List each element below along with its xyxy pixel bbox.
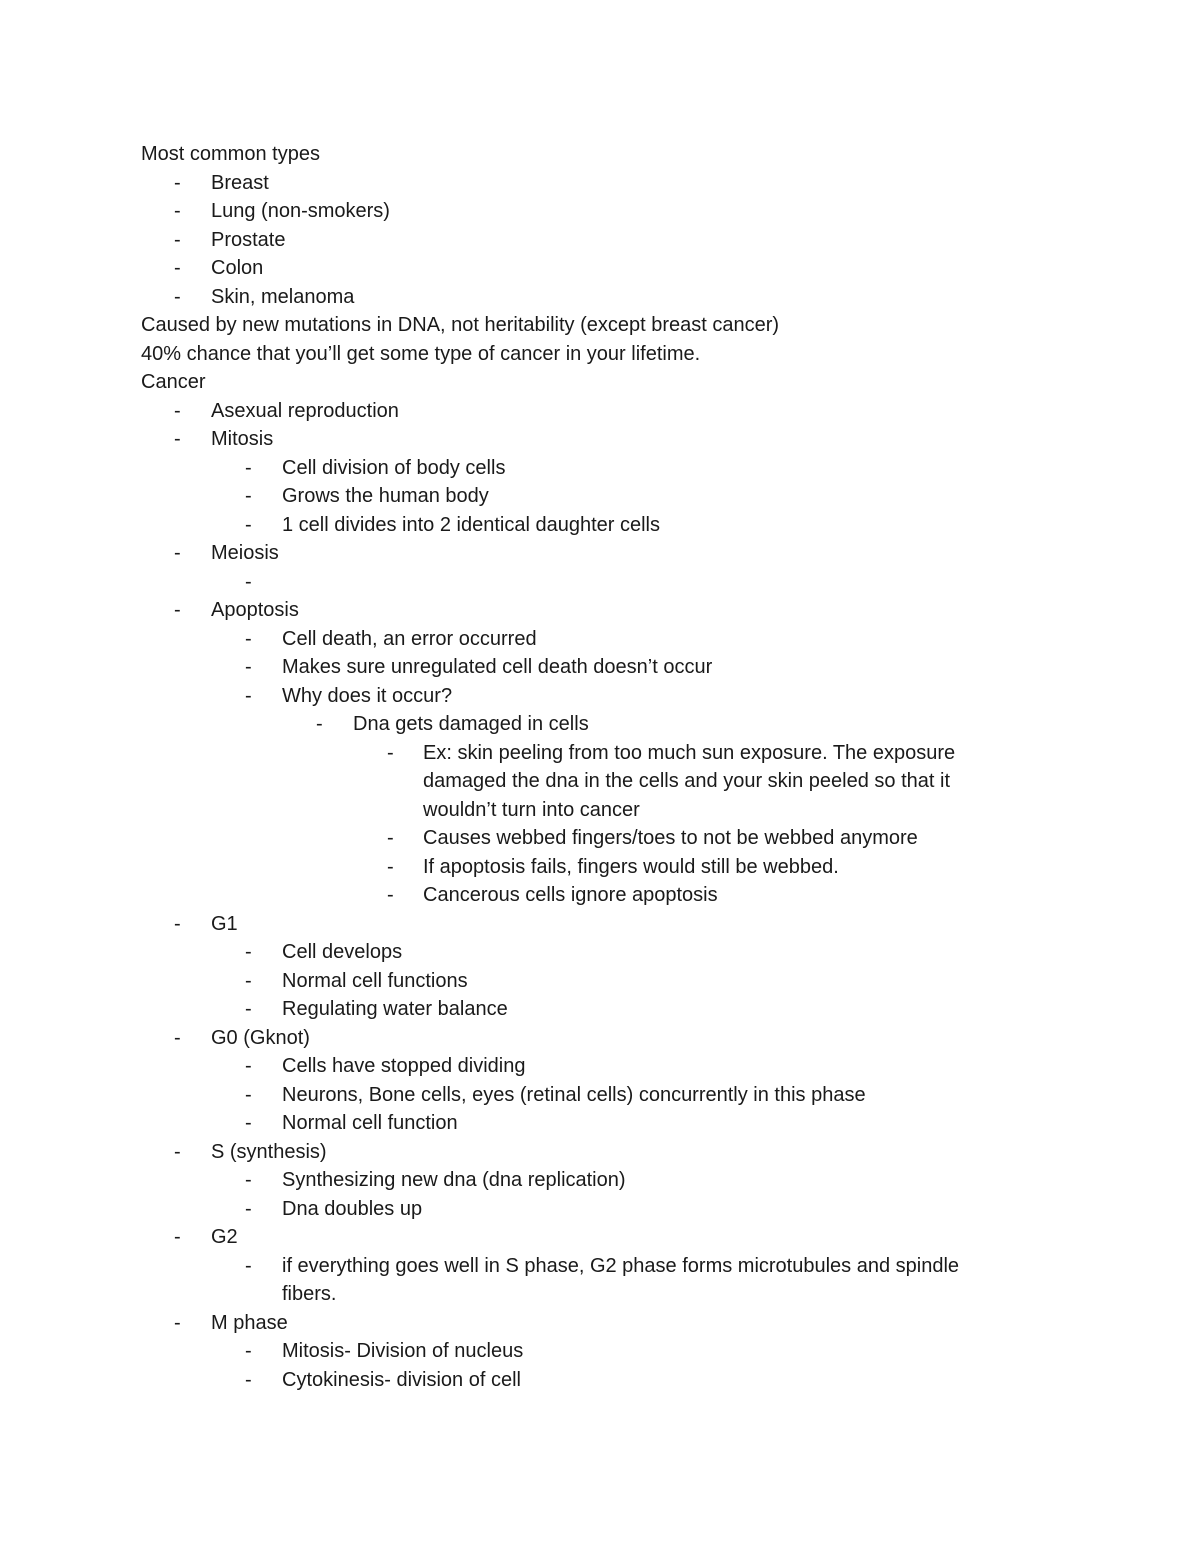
- bullet-dash: -: [174, 399, 181, 422]
- outline-text: Colon: [211, 257, 264, 279]
- outline-text: Cells have stopped dividing: [282, 1055, 526, 1077]
- outline-text: Mitosis: [211, 428, 274, 450]
- outline-text: Cytokinesis- division of cell: [282, 1368, 521, 1391]
- outline-text: fibers.: [282, 1283, 337, 1305]
- bullet-dash: -: [174, 599, 181, 621]
- outline-text: Dna doubles up: [282, 1197, 423, 1220]
- bullet-dash: -: [387, 855, 394, 878]
- outline-text: S (synthesis): [211, 1140, 327, 1163]
- outline-text: Caused by new mutations in DNA, not heritability (except breast cancer): [141, 314, 780, 336]
- bullet-dash: -: [174, 1140, 181, 1163]
- bullet-dash: -: [245, 998, 252, 1020]
- bullet-dash: -: [387, 827, 394, 849]
- bullet-dash: -: [174, 171, 181, 194]
- outline-text: wouldn’t turn into cancer: [423, 798, 640, 821]
- outline-text: Causes webbed fingers/toes to not be webbed anymore: [423, 827, 918, 849]
- outline-text: G1: [211, 912, 238, 935]
- bullet-dash: -: [245, 485, 252, 507]
- outline-text: if everything goes well in S phase, G2 phase forms microtubules and spindle: [282, 1254, 960, 1277]
- outline-text: Normal cell function: [282, 1112, 458, 1134]
- bullet-dash: -: [245, 684, 252, 707]
- outline-text: Makes sure unregulated cell death doesn’t occur: [282, 656, 713, 678]
- outline-text: M phase: [211, 1311, 288, 1334]
- outline-text: Apoptosis: [211, 599, 299, 621]
- bullet-dash: -: [245, 513, 252, 536]
- bullet-dash: -: [245, 1197, 252, 1220]
- outline-text: Grows the human body: [282, 485, 489, 507]
- bullet-dash: -: [174, 200, 181, 222]
- bullet-dash: -: [174, 542, 181, 564]
- bullet-dash: -: [387, 884, 394, 906]
- bullet-dash: -: [245, 1055, 252, 1077]
- outline-text: Cancerous cells ignore apoptosis: [423, 884, 718, 906]
- outline-text: Cell develops: [282, 941, 403, 963]
- outline-text: Neurons, Bone cells, eyes (retinal cells) concurrently in this phase: [282, 1083, 866, 1106]
- outline-text: Cell division of body cells: [282, 456, 506, 479]
- bullet-dash: -: [387, 741, 394, 764]
- bullet-dash: -: [245, 941, 252, 963]
- outline-text: Most common types: [141, 143, 320, 165]
- outline-text: Ex: skin peeling from too much sun exposure. The exposure: [423, 741, 956, 764]
- outline-text: G0 (Gknot): [211, 1026, 310, 1049]
- bullet-dash: -: [245, 1254, 252, 1277]
- bullet-dash: -: [174, 285, 181, 308]
- outline-text: damaged the dna in the cells and your skin peeled so that it: [423, 770, 951, 792]
- outline-text: Cell death, an error occurred: [282, 627, 537, 650]
- bullet-dash: -: [245, 1340, 252, 1362]
- outline-text: Normal cell functions: [282, 969, 468, 992]
- bullet-dash: -: [174, 257, 181, 279]
- outline-text: If apoptosis fails, fingers would still be webbed.: [423, 855, 839, 878]
- bullet-dash: -: [174, 1311, 181, 1334]
- outline-text: Meiosis: [211, 542, 279, 564]
- outline-text: Regulating water balance: [282, 998, 508, 1020]
- outline-text: G2: [211, 1226, 238, 1248]
- outline-text: Asexual reproduction: [211, 399, 399, 422]
- bullet-dash: -: [245, 570, 252, 593]
- outline-text: Dna gets damaged in cells: [353, 713, 589, 735]
- outline-text: Cancer: [141, 371, 206, 393]
- outline-text: Why does it occur?: [282, 684, 453, 707]
- bullet-dash: -: [316, 713, 323, 735]
- bullet-dash: -: [245, 456, 252, 479]
- outline-text: Mitosis- Division of nucleus: [282, 1340, 524, 1362]
- bullet-dash: -: [245, 1083, 252, 1106]
- outline-text: Lung (non-smokers): [211, 200, 390, 222]
- outline-text: 1 cell divides into 2 identical daughter cells: [282, 513, 660, 536]
- outline-text: Synthesizing new dna (dna replication): [282, 1169, 626, 1191]
- bullet-dash: -: [174, 228, 181, 251]
- bullet-dash: -: [245, 1112, 252, 1134]
- outline-text: Breast: [211, 171, 269, 194]
- outline-text: 40% chance that you’ll get some type of cancer in your lifetime.: [141, 342, 701, 365]
- bullet-dash: -: [245, 627, 252, 650]
- bullet-dash: -: [174, 1026, 181, 1049]
- bullet-dash: -: [245, 969, 252, 992]
- outline-text: Prostate: [211, 228, 286, 251]
- bullet-dash: -: [174, 1226, 181, 1248]
- outline-text: Skin, melanoma: [211, 285, 355, 308]
- bullet-dash: -: [174, 428, 181, 450]
- bullet-dash: -: [245, 656, 252, 678]
- bullet-dash: -: [245, 1368, 252, 1391]
- bullet-dash: -: [174, 912, 181, 935]
- bullet-dash: -: [245, 1169, 252, 1191]
